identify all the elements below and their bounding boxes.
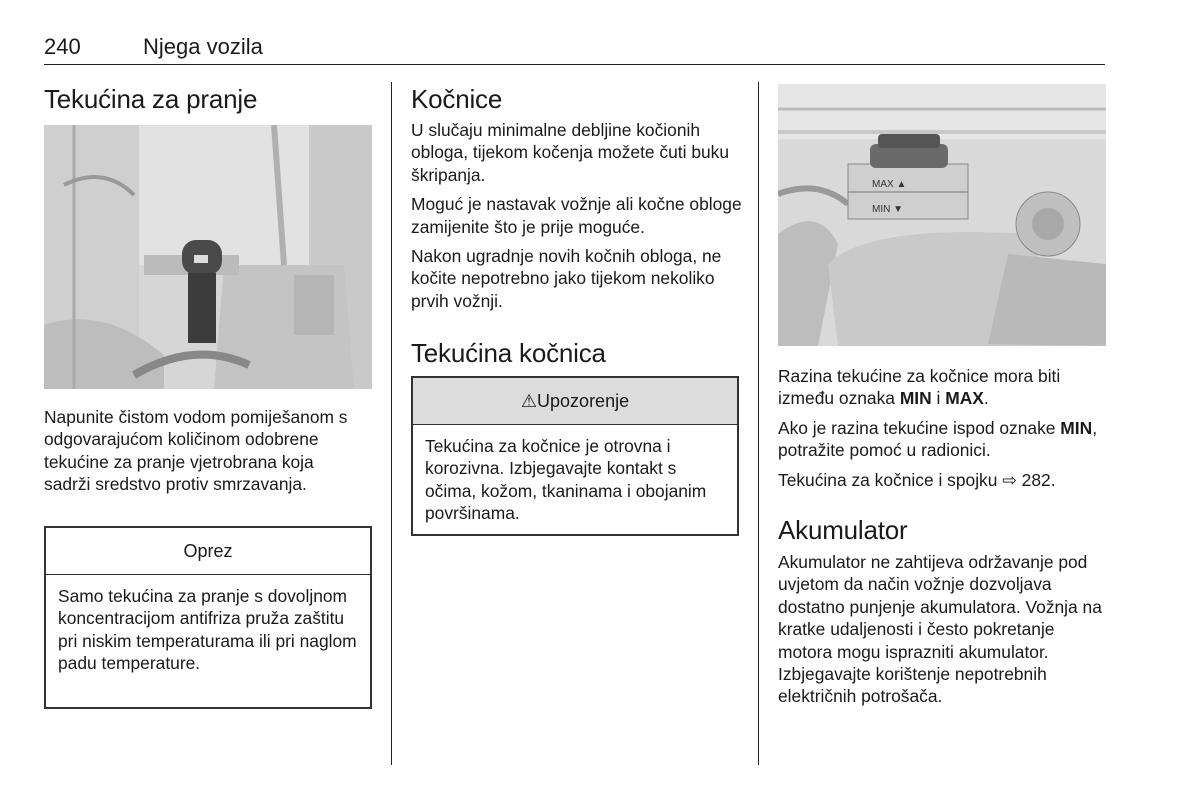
section-title: Njega vozila [143, 34, 263, 59]
below-text: , potražite pomoć u radionici. [778, 417, 1098, 461]
warning-triangle-icon: ⚠ [520, 391, 538, 411]
washer-fluid-heading: Tekućina za pranje [44, 84, 258, 114]
washer-reservoir-photo [44, 125, 372, 389]
max-mark-label: MAX ▲ [872, 179, 907, 190]
page-number: 240 [44, 34, 81, 59]
reference-text: Tekućina za kočnice i spojku [778, 469, 1003, 490]
battery-heading: Akumulator [778, 515, 908, 545]
min-mark-label: MIN ▼ [872, 204, 904, 215]
brake-reservoir-photo [778, 84, 1106, 346]
brakes-para: Moguć je nastavak vožnje ali kočne obloge zamijenite što je prije moguće. [411, 194, 742, 237]
reference-para [778, 469, 1103, 491]
caution-title: Oprez [46, 528, 370, 575]
brakes-para: Nakon ugradnje novih kočnih obloga, ne kočite nepotrebno jako tijekom nekoliko prvih vožnji. [411, 246, 722, 311]
brake-fluid-heading: Tekućina kočnica [411, 338, 606, 368]
washer-fluid-body: Napunite čistom vodom pomiješanom s odgovarajućom količinom odobrene tekućine za pranje vjetrobrana koja sadrži sredstvo protiv smrzavanja. [44, 407, 348, 495]
brake-fluid-text [778, 365, 1103, 498]
brakes-heading: Kočnice [411, 84, 503, 114]
level-text: Razina tekućine za kočnice mora biti između oznaka [778, 366, 1061, 409]
warning-text: Tekućina za kočnice je otrovna i korozivna. Izbjegavajte kontakt s očima, kožom, tkaninama i obojanim površinama. [425, 436, 707, 524]
page-reference-number[interactable]: 282. [1016, 469, 1056, 490]
warning-box [411, 376, 739, 536]
battery-text: Akumulator ne zahtijeva održavanje pod uvjetom da način vožnje dozvoljava dostatno punjenje akumulatora. Vožnja na kratke udaljenosti i često pokretanje motora mogu isprazniti akumulator. Izbjegavajte korištenje nepotrebnih električnih potrošača. [778, 552, 1102, 707]
min-label: MIN [899, 388, 932, 409]
column-divider-1 [391, 82, 392, 765]
page-reference-arrow-icon: ⇨ [1002, 469, 1017, 490]
below-min-para [778, 417, 1103, 462]
caution-text: Samo tekućina za pranje s dovoljnom koncentracijom antifriza pruža zaštitu pri niskim temperaturama ili pri naglom padu temperature. [58, 586, 357, 674]
column-divider-2 [758, 82, 759, 765]
level-text: . [983, 388, 989, 409]
brakes-text [411, 119, 746, 319]
warning-title: Upozorenje [537, 391, 630, 411]
header-rule [44, 64, 1105, 65]
below-text: Ako je razina tekućine ispod oznake [778, 417, 1061, 438]
level-text: i [931, 388, 946, 409]
level-para [778, 365, 1103, 410]
brakes-para: U slučaju minimalne debljine kočionih obloga, tijekom kočenja možete čuti buku škripanja. [411, 120, 730, 185]
min-label: MIN [1060, 417, 1093, 438]
warning-header [413, 378, 737, 425]
max-label: MAX [945, 388, 984, 409]
caution-box [44, 526, 372, 709]
